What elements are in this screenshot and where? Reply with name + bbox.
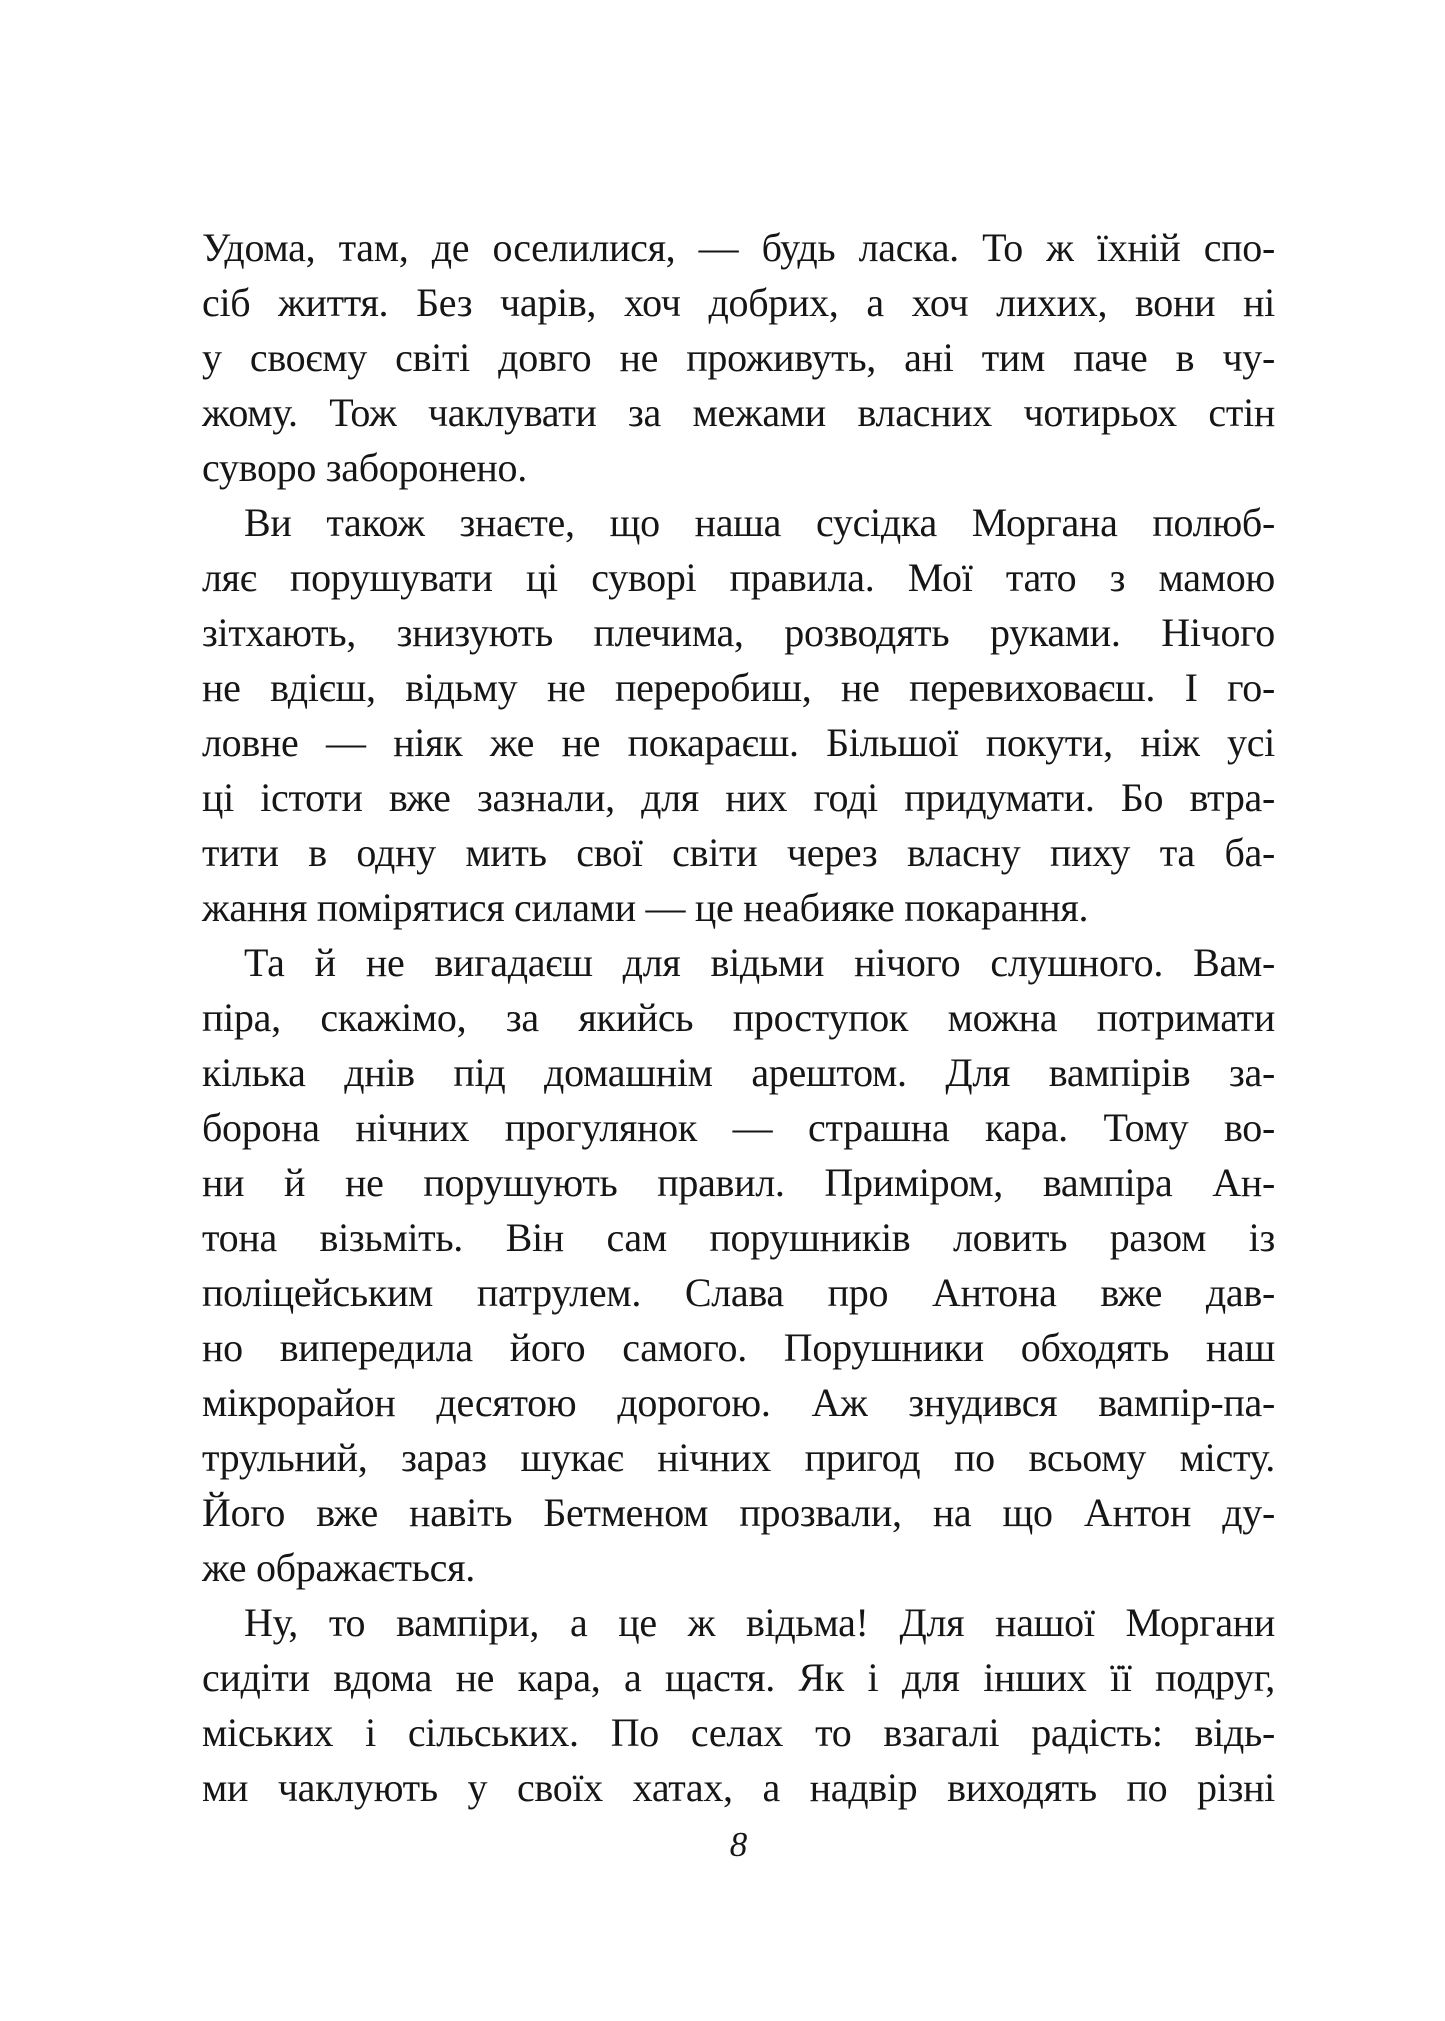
text-block (202, 220, 1275, 1815)
text-line: ловне — ніяк же не покараєш. Більшої покути, ніж усі (202, 720, 1275, 765)
text-line: кілька днів під домашнім арештом. Для вампірів за- (202, 1050, 1275, 1095)
text-line: борона нічних прогулянок — страшна кара. Тому во- (202, 1105, 1275, 1150)
text-line: ми чаклують у своїх хатах, а надвір виходять по різні (202, 1765, 1275, 1810)
text-line: піра, скажімо, за якийсь проступок можна потримати (202, 995, 1275, 1040)
text-line: Удома, там, де оселилися, — будь ласка. То ж їхній спо- (202, 225, 1275, 270)
text-line: сидіти вдома не кара, а щастя. Як і для інших її подруг, (202, 1655, 1275, 1700)
paragraph (202, 935, 1275, 1595)
paragraph (202, 1595, 1275, 1815)
text-line: ляє порушувати ці суворі правила. Мої тато з мамою (202, 555, 1275, 600)
text-line: тити в одну мить свої світи через власну пиху та ба- (202, 830, 1275, 875)
page-number: 8 (729, 1825, 748, 1864)
paragraph (202, 495, 1275, 935)
text-line: жому. Тож чаклувати за межами власних чотирьох стін (202, 390, 1275, 435)
text-line: Ну, то вампіри, а це ж відьма! Для нашої Моргани (244, 1600, 1275, 1645)
text-line: сіб життя. Без чарів, хоч добрих, а хоч лихих, вони ні (202, 280, 1275, 325)
text-line: Його вже навіть Бетменом прозвали, на що Антон ду- (202, 1490, 1275, 1535)
text-line: ці істоти вже зазнали, для них годі придумати. Бо втра- (202, 775, 1275, 820)
text-line: но випередила його самого. Порушники обходять наш (202, 1325, 1275, 1370)
text-line: суворо заборонено. (202, 445, 527, 490)
text-line: ни й не порушують правил. Приміром, вампіра Ан- (202, 1160, 1275, 1205)
text-line: не вдієш, відьму не переробиш, не перевиховаєш. І го- (202, 665, 1275, 710)
text-line: Ви також знаєте, що наша сусідка Моргана полюб- (244, 500, 1275, 545)
text-line: у своєму світі довго не проживуть, ані тим паче в чу- (202, 335, 1275, 380)
text-line: трульний, зараз шукає нічних пригод по всьому місту. (202, 1435, 1275, 1480)
text-line: Та й не вигадаєш для відьми нічого слушного. Вам- (244, 940, 1275, 985)
text-line: поліцейським патрулем. Слава про Антона вже дав- (202, 1270, 1275, 1315)
text-line: мікрорайон десятою дорогою. Аж знудився вампір-па- (202, 1380, 1275, 1425)
text-line: зітхають, знизують плечима, розводять руками. Нічого (202, 610, 1275, 655)
text-line: тона візьміть. Він сам порушників ловить разом із (202, 1215, 1275, 1260)
text-line: же ображається. (202, 1545, 475, 1590)
paragraph (202, 220, 1275, 495)
text-line: жання помірятися силами — це неабияке покарання. (202, 885, 1089, 930)
text-line: міських і сільських. По селах то взагалі радість: відь- (202, 1710, 1275, 1755)
